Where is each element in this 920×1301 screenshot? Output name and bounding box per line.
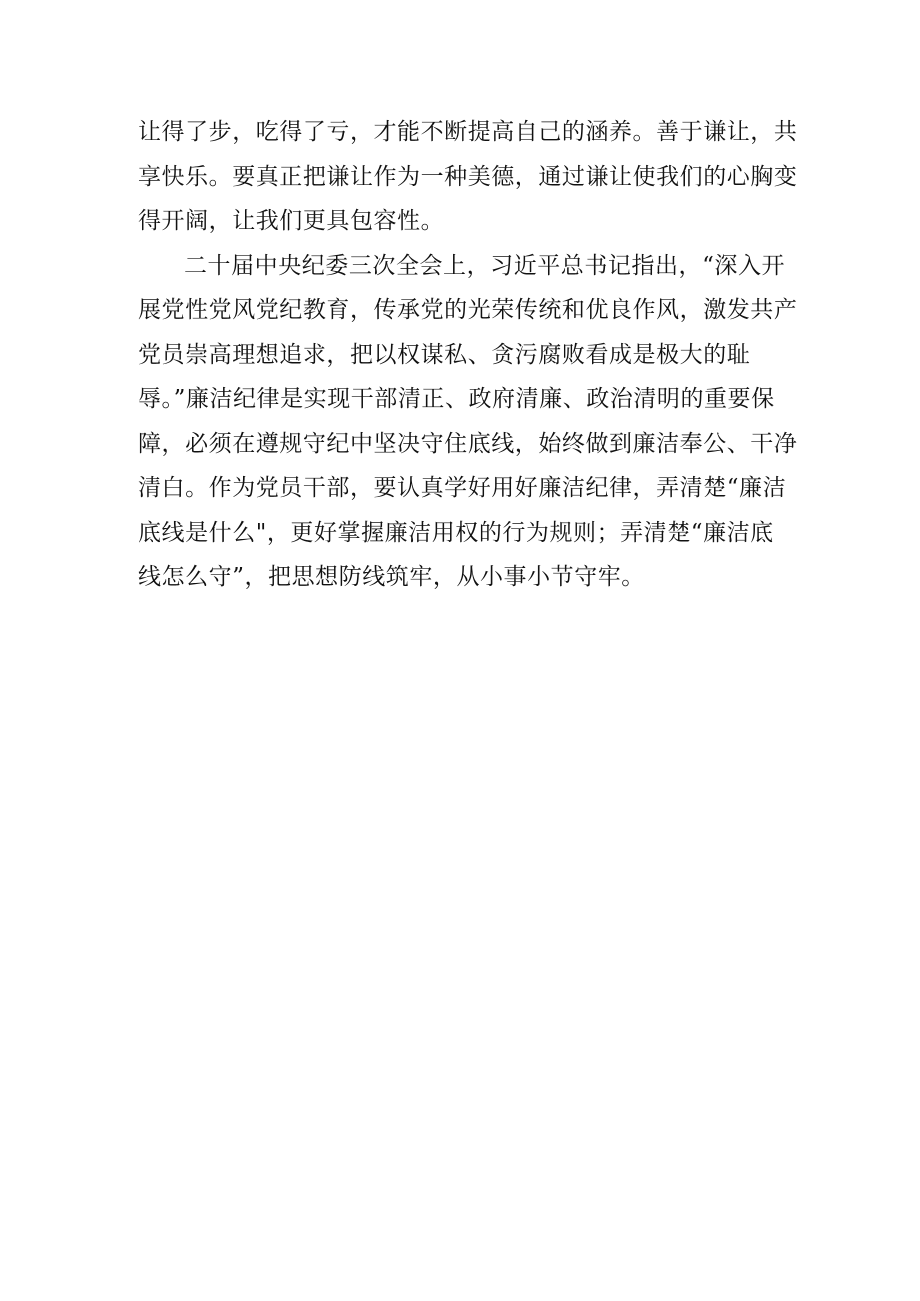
- paragraph-2-line-7: 底线是什么"，更好掌握廉洁用权的行为规则；弄清楚“廉洁底: [138, 519, 774, 546]
- paragraph-1-line-1: 让得了步，吃得了亏，才能不断提高自己的涵养。善于谦让，共: [138, 119, 798, 145]
- paragraph-2-line-2: 展党性党风党纪教育，传承党的光荣传统和优良作风，激发共产: [138, 297, 798, 323]
- paragraph-1: [138, 110, 798, 244]
- paragraph-2-line-8: 线怎么守”，把思想防线筑牢，从小事小节守牢。: [138, 564, 645, 590]
- paragraph-2-line-1: 二十届中央纪委三次全会上，习近平总书记指出，“深入开: [184, 252, 786, 279]
- paragraph-2-line-6: 清白。作为党员干部，要认真学好用好廉洁纪律，弄清楚“廉洁: [138, 475, 787, 501]
- paragraph-2-line-3: 党员崇高理想追求，把以权谋私、贪污腐败看成是极大的耻: [138, 341, 751, 368]
- paragraph-2-line-4: 辱。”廉洁纪律是实现干部清正、政府清廉、政治清明的重要保: [138, 386, 775, 412]
- paragraph-1-line-3: 得开阔，让我们更具包容性。: [138, 208, 445, 234]
- document-body: [138, 110, 798, 600]
- paragraph-1-line-2: 享快乐。要真正把谦让作为一种美德，通过谦让使我们的心胸变: [138, 163, 798, 190]
- paragraph-2: [138, 244, 798, 600]
- paragraph-2-line-5: 障，必须在遵规守纪中坚决守住底线，始终做到廉洁奉公、干净: [138, 430, 798, 457]
